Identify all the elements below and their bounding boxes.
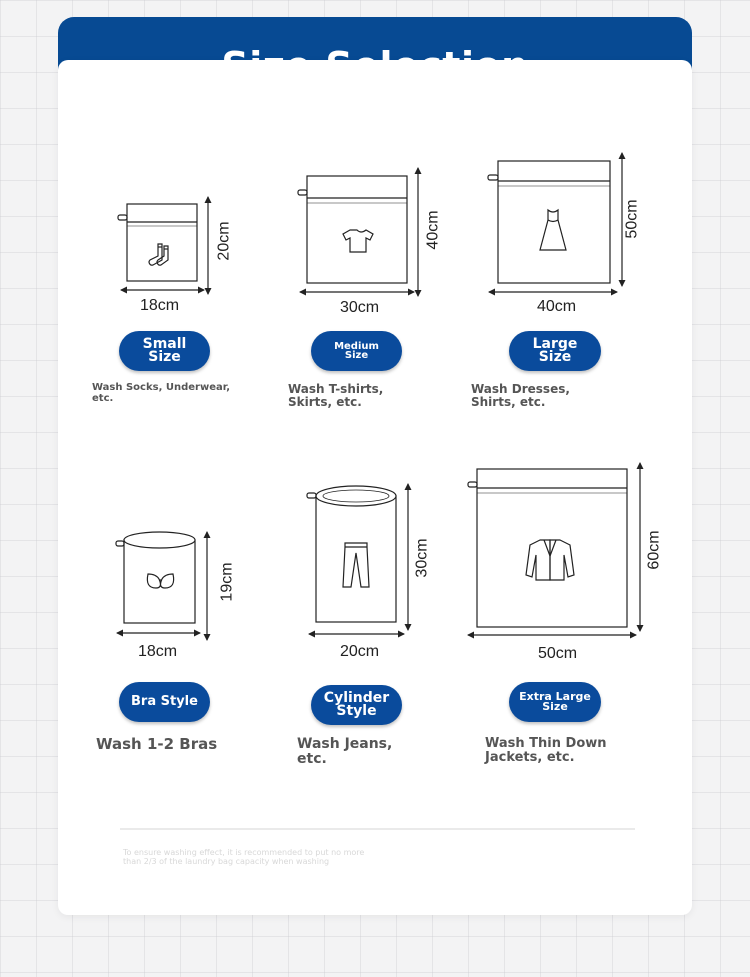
xl-height-label: 60cm [645,530,663,570]
small-size-button[interactable] [119,331,210,371]
small-bag-drawing [118,197,208,294]
bra-icon [147,574,173,588]
jeans-icon [343,543,369,587]
footer-divider [120,828,635,830]
bra-style-label: Bra Style [131,693,198,709]
small-size-label-1: Small [142,335,187,352]
jacket-icon [526,540,574,580]
large-bag-drawing [488,153,622,292]
medium-height-label: 40cm [424,210,442,250]
xl-width-label: 50cm [538,645,578,662]
xl-use-text: Wash Thin Down Jackets, etc. [485,736,607,765]
cylinder-bag-drawing [307,484,408,634]
cylinder-style-label-2: Style [336,703,377,719]
xl-size-label-1: Extra Large [519,689,591,703]
dress-icon [540,210,566,250]
medium-width-label: 30cm [340,299,380,316]
xl-bag-drawing [468,463,640,635]
large-size-button[interactable] [509,331,601,371]
large-size-label-2: Size [538,349,572,365]
small-height-label: 20cm [215,221,233,261]
medium-use-text: Wash T-shirts, Skirts, etc. [288,382,384,409]
bra-use-text: Wash 1-2 Bras [96,735,218,753]
small-size-label-2: Size [148,349,181,365]
cylinder-style-button[interactable] [311,685,402,725]
bra-width-label: 18cm [138,643,178,660]
medium-size-button[interactable] [311,331,402,371]
medium-size-label-2: Size [344,350,369,361]
medium-bag-drawing [298,168,418,296]
capacity-note: To ensure washing effect, it is recommended to put no more than 2/3 of the laundry bag capacity when washing [123,848,365,867]
large-size-label-1: Large [532,335,578,352]
socks-icon [149,244,168,265]
large-height-label: 50cm [623,199,641,239]
small-width-label: 18cm [140,297,180,314]
large-use-text: Wash Dresses, Shirts, etc. [471,382,570,409]
medium-size-label-1: Medium [334,340,379,352]
small-use-text: Wash Socks, Underwear, etc. [92,382,230,404]
cylinder-width-label: 20cm [340,643,380,660]
large-width-label: 40cm [537,298,577,315]
cylinder-use-text: Wash Jeans, etc. [297,736,393,767]
xl-size-button[interactable] [509,682,601,722]
tshirt-icon [343,230,373,252]
bra-height-label: 19cm [218,562,236,602]
cylinder-height-label: 30cm [413,538,431,578]
xl-size-label-2: Size [542,700,568,713]
bra-style-button[interactable] [119,682,210,722]
cylinder-style-label-1: Cylinder [323,689,390,706]
